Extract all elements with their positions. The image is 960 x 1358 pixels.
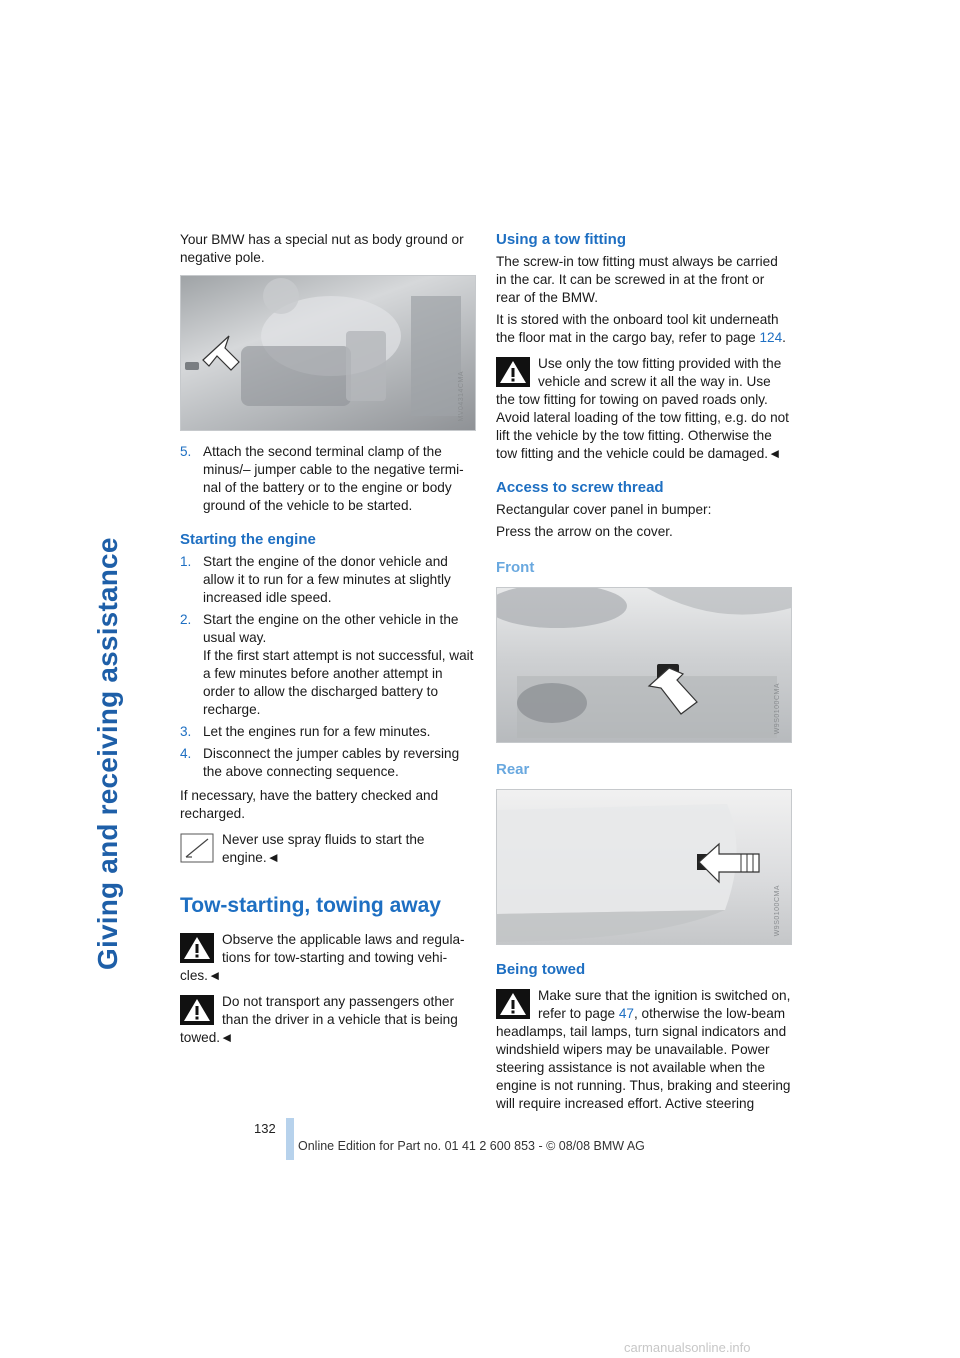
tow-fitting-paragraph-1: The screw-in tow fitting must always be carried in the car. It can be screwed in at the front or rear of the BMW.: [496, 254, 778, 305]
step-item: [180, 745, 476, 781]
being-towed-text-continued: , otherwise the low-beam headlamps, tail lamps, turn signal indicators and windshield wipers may be unavailable. Power steering assistance is not available when the engine is not running. Thus, braking and steering will require increased effort. Active steering: [496, 1006, 791, 1111]
warning-laws: [180, 931, 476, 985]
rear-bumper-illustration: [497, 790, 791, 944]
note-icon: [180, 833, 214, 863]
engine-ground-figure: [180, 275, 476, 431]
front-bumper-illustration: [497, 588, 791, 742]
step-number: 4.: [180, 746, 192, 761]
page-link-124[interactable]: 124: [759, 330, 783, 345]
step-item: [180, 611, 476, 719]
front-bumper-figure: [496, 587, 792, 743]
footer-text: Online Edition for Part no. 01 41 2 600 853 - © 08/08 BMW AG: [298, 1139, 645, 1153]
warning-passengers: [180, 993, 476, 1047]
being-towed-text: Make sure that the ignition is switched on, refer to page: [538, 988, 791, 1021]
step-number: 1.: [180, 554, 192, 569]
step-number: 2.: [180, 612, 192, 627]
front-label: Front: [496, 559, 535, 576]
figure-code: W9S0100CMA: [774, 884, 781, 936]
access-paragraph-1: Rectangular cover panel in bumper:: [496, 502, 712, 517]
step-number: 5.: [180, 444, 192, 459]
intro-paragraph: Your BMW has a special nut as body ground or negative pole.: [180, 232, 464, 265]
arrow-icon: [203, 336, 239, 370]
tow-fitting-paragraph-2: [496, 311, 792, 347]
step-text-continued: If the first start attempt is not successful, wait a few minutes before another attempt in order to allow the discharged battery to recharge.: [203, 648, 474, 717]
page-link-47[interactable]: 47: [618, 1006, 634, 1021]
step-item: [180, 443, 476, 515]
tow-fitting-warning-text: Use only the tow fitting provided with the vehicle and screw it all the way in. Use the tow fitting for towing on paved roads only. Avoid lateral loading of the tow fitting, e.g. do not lift the vehicle by the tow fitting. Otherwise the tow fitting and the vehicle could be damaged.◄: [496, 356, 789, 461]
step-text: Attach the second terminal clamp of the minus/– jumper cable to the negative terminal of the battery or to the engine or body ground of the vehicle to be started.: [203, 444, 464, 513]
figure-code: W9S0100CMA: [774, 682, 781, 734]
warning-icon: [180, 933, 214, 963]
being-towed-warning: [496, 987, 792, 1113]
rear-label: Rear: [496, 761, 530, 778]
chapter-title-text: Giving and receiving assistance: [92, 537, 123, 970]
access-paragraph-2: Press the arrow on the cover.: [496, 524, 673, 539]
battery-note: If necessary, have the battery checked and recharged.: [180, 788, 439, 821]
warning-laws-text: Observe the applicable laws and regulations for tow-starting and towing vehicles.◄: [180, 932, 465, 983]
engine-illustration: [181, 276, 475, 430]
right-column: [496, 231, 792, 1121]
step-list-5: [180, 443, 476, 515]
figure-code: MV04314CMA: [458, 371, 465, 422]
tow-fitting-warning: [496, 355, 792, 463]
warning-passengers-text: Do not transport any passengers other than the driver in a vehicle that is being towed.◄: [180, 994, 458, 1045]
step-text: Start the engine of the donor vehicle and allow it to run for a few minutes at slightly increased idle speed.: [203, 554, 451, 605]
access-thread-heading: Access to screw thread: [496, 479, 664, 496]
step-text: Start the engine on the other vehicle in the usual way.: [203, 612, 459, 645]
spray-note: [180, 831, 476, 867]
warning-icon: [496, 989, 530, 1019]
starting-steps-list: [180, 553, 476, 781]
left-column: [180, 231, 476, 1055]
step-text: Disconnect the jumper cables by reversing the above connecting sequence.: [203, 746, 460, 779]
paragraph-text: It is stored with the onboard tool kit underneath the floor mat in the cargo bay, refer to page: [496, 312, 779, 345]
step-text: Let the engines run for a few minutes.: [203, 724, 431, 739]
rear-bumper-figure: [496, 789, 792, 945]
page-number: 132: [254, 1121, 276, 1136]
tow-starting-heading: Tow-starting, towing away: [180, 894, 441, 917]
warning-icon: [496, 357, 530, 387]
chapter-side-title: [92, 230, 152, 1130]
step-item: [180, 723, 476, 741]
spray-note-text: Never use spray fluids to start the engine.◄: [222, 832, 425, 865]
being-towed-heading: Being towed: [496, 961, 586, 978]
warning-icon: [180, 995, 214, 1025]
step-number: 3.: [180, 724, 192, 739]
starting-engine-heading: Starting the engine: [180, 531, 316, 548]
tow-fitting-heading: Using a tow fitting: [496, 231, 626, 248]
footer-accent-bar: [286, 1118, 294, 1160]
watermark: carmanualsonline.info: [624, 1340, 751, 1355]
paragraph-text: .: [782, 330, 786, 345]
step-item: [180, 553, 476, 607]
